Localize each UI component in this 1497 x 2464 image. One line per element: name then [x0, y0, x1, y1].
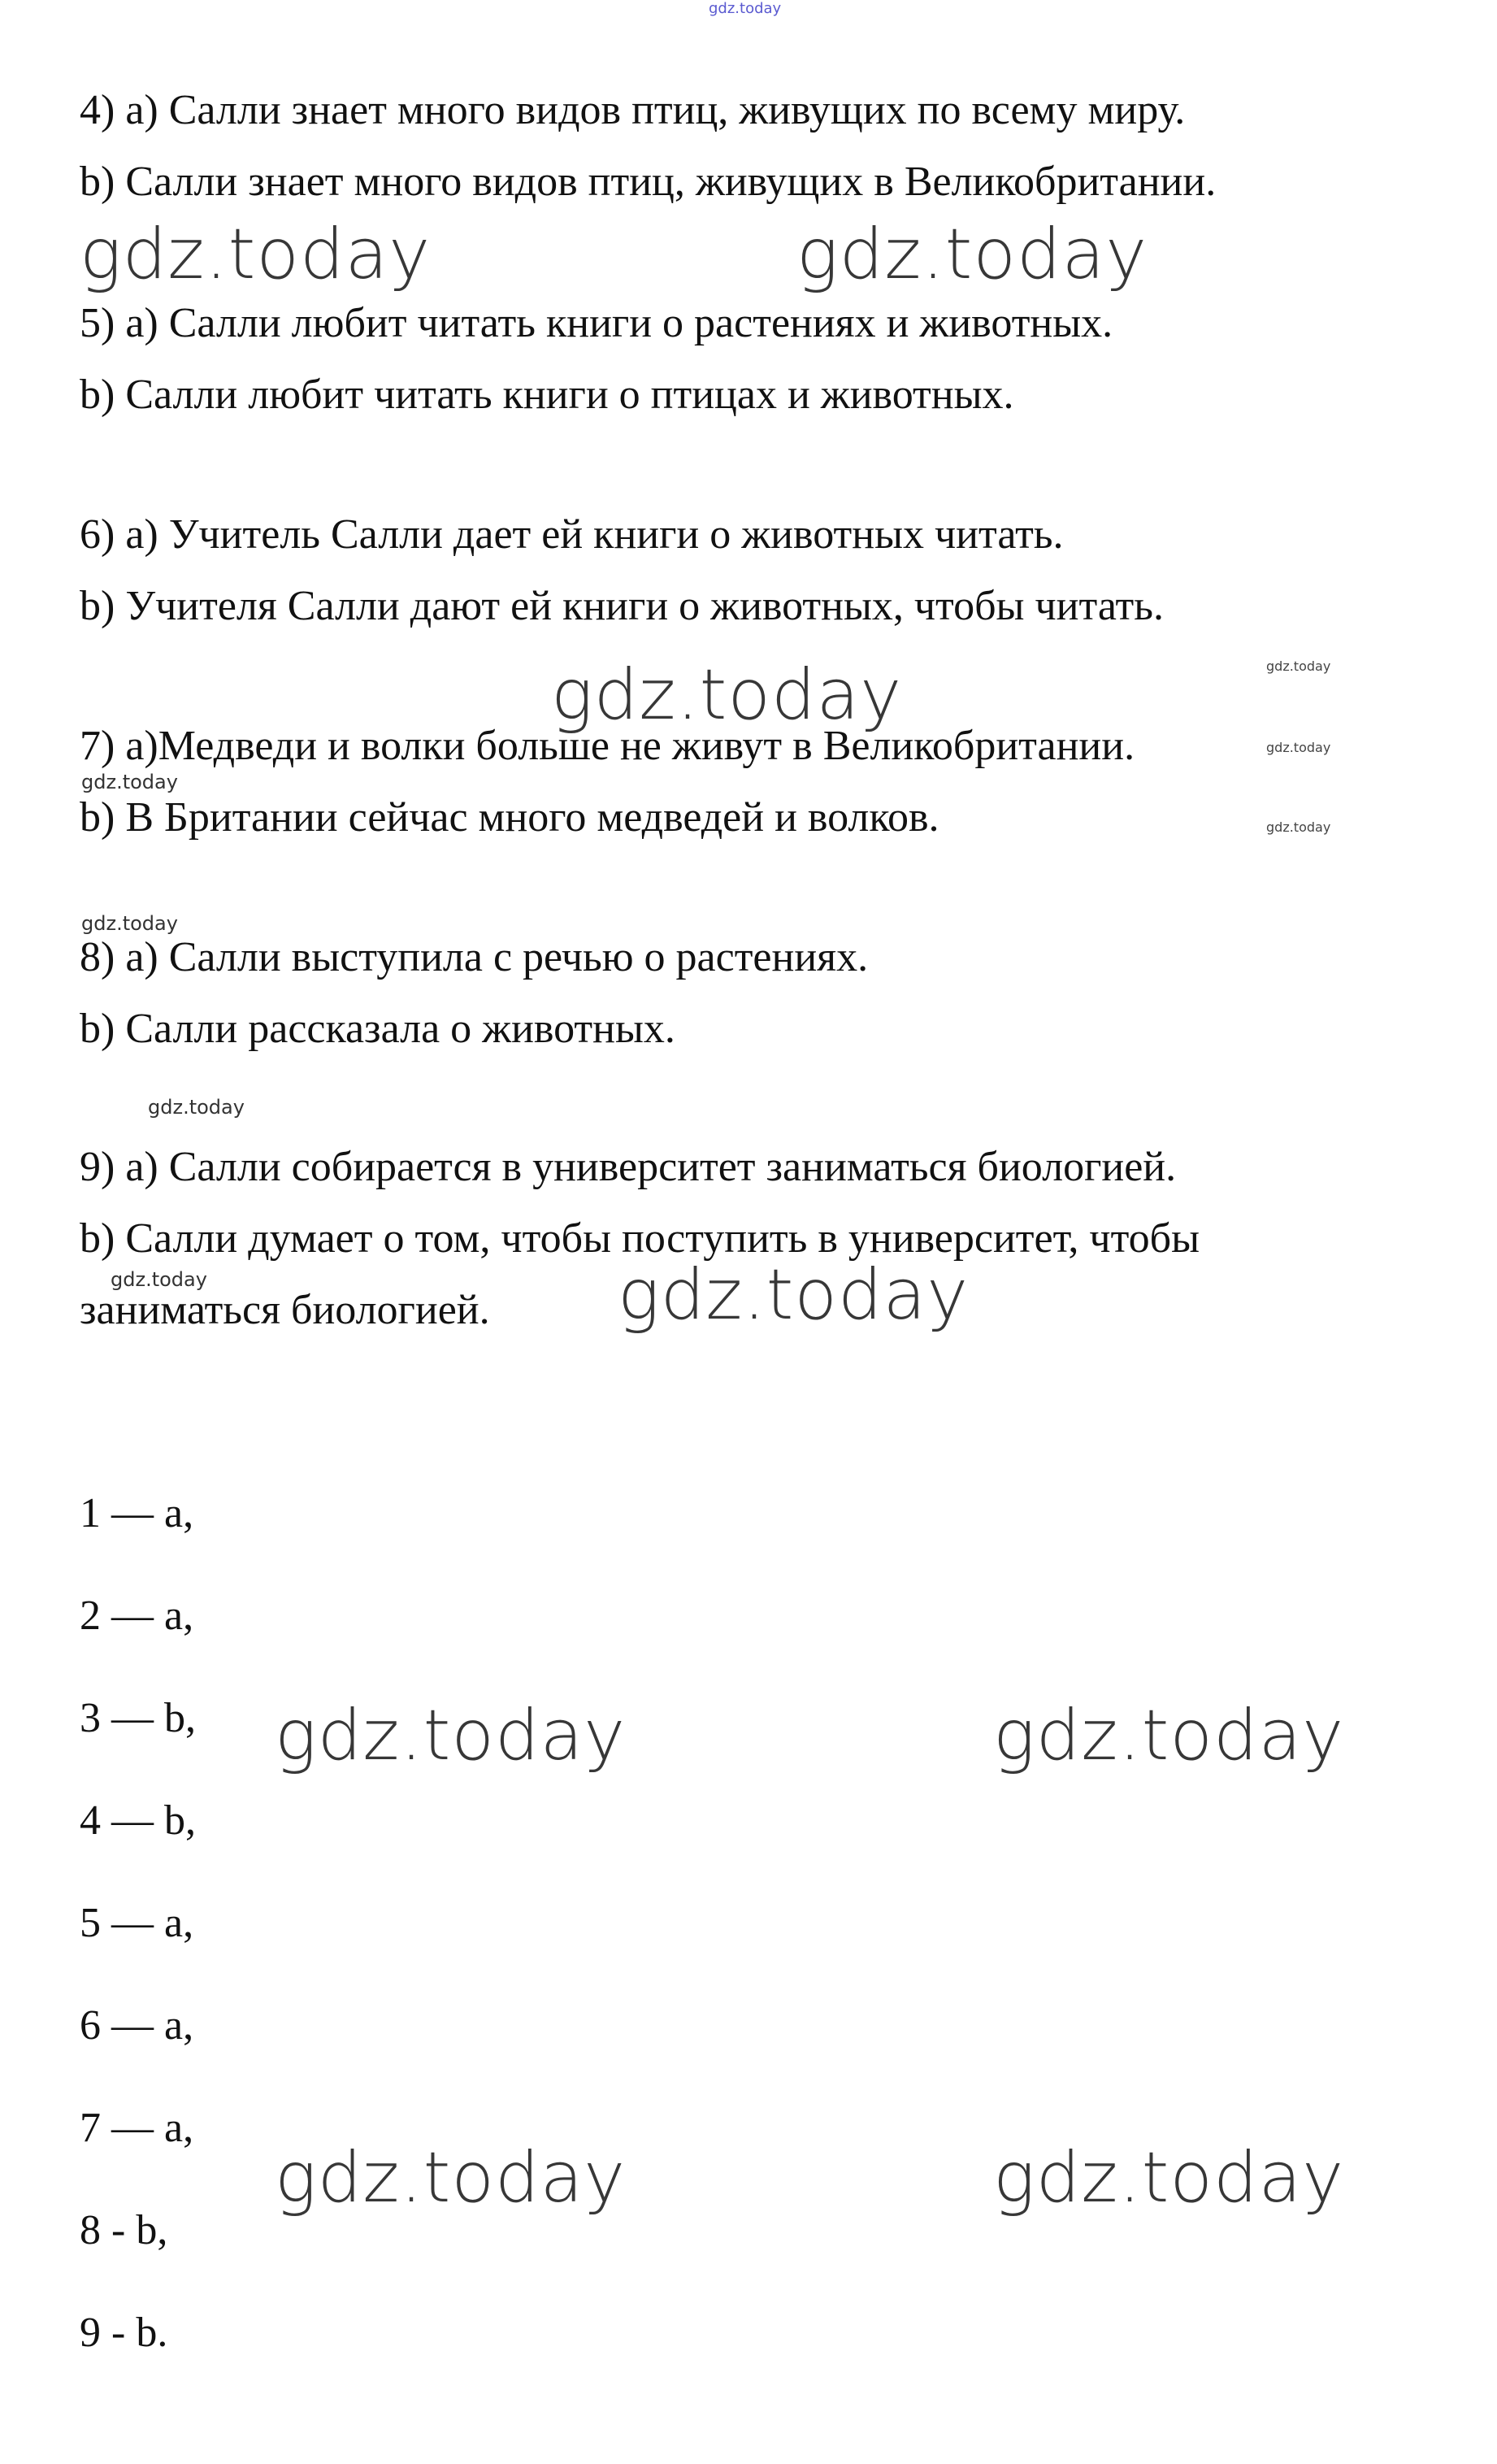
watermark-small: gdz.today	[1266, 819, 1331, 835]
watermark-small: gdz.today	[148, 1096, 245, 1119]
watermark-small: gdz.today	[81, 912, 178, 935]
answer-item: 7 — a,	[80, 2105, 194, 2151]
question-5a: 5) a) Салли любит читать книги о растениях и животных.	[80, 300, 1113, 346]
question-4b: b) Салли знает много видов птиц, живущих в Великобритании.	[80, 159, 1217, 205]
watermark: gdz.today	[275, 2137, 627, 2218]
answer-item: 5 — a,	[80, 1900, 194, 1946]
question-8a: 8) a) Салли выступила с речью о растениях.	[80, 934, 869, 980]
watermark: gdz.today	[796, 214, 1148, 295]
question-8b: b) Салли рассказала о животных.	[80, 1006, 675, 1052]
watermark: gdz.today	[618, 1254, 970, 1336]
watermark-small: gdz.today	[1266, 740, 1331, 755]
answer-item: 4 — b,	[80, 1797, 196, 1844]
watermark: gdz.today	[551, 654, 903, 736]
answer-item: 9 - b.	[80, 2310, 168, 2356]
watermark-top: gdz.today	[709, 0, 782, 17]
watermark: gdz.today	[993, 2137, 1345, 2218]
watermark-small: gdz.today	[1266, 658, 1331, 674]
question-4a: 4) a) Салли знает много видов птиц, живущих по всему миру.	[80, 87, 1186, 133]
question-7b: b) В Британии сейчас много медведей и волков.	[80, 794, 939, 841]
question-9a: 9) a) Салли собирается в университет заниматься биологией.	[80, 1144, 1177, 1190]
answer-item: 6 — a,	[80, 2002, 194, 2049]
question-6a: 6) a) Учитель Салли дает ей книги о животных читать.	[80, 511, 1064, 558]
question-6b: b) Учителя Салли дают ей книги о животных, чтобы читать.	[80, 583, 1164, 629]
answer-item: 8 - b,	[80, 2207, 168, 2253]
question-5b: b) Салли любит читать книги о птицах и животных.	[80, 372, 1014, 418]
answer-item: 1 — a,	[80, 1490, 194, 1536]
watermark: gdz.today	[80, 214, 432, 295]
watermark-small: gdz.today	[81, 771, 178, 793]
question-9b-line2: заниматься биологией.	[80, 1287, 490, 1333]
answer-item: 3 — b,	[80, 1695, 196, 1741]
question-9b-line1: b) Салли думает о том, чтобы поступить в университет, чтобы	[80, 1215, 1200, 1262]
answer-item: 2 — a,	[80, 1593, 194, 1639]
watermark: gdz.today	[275, 1695, 627, 1776]
watermark: gdz.today	[993, 1695, 1345, 1776]
question-7a: 7) a)Медведи и волки больше не живут в Великобритании.	[80, 723, 1135, 769]
watermark-small: gdz.today	[111, 1268, 207, 1291]
